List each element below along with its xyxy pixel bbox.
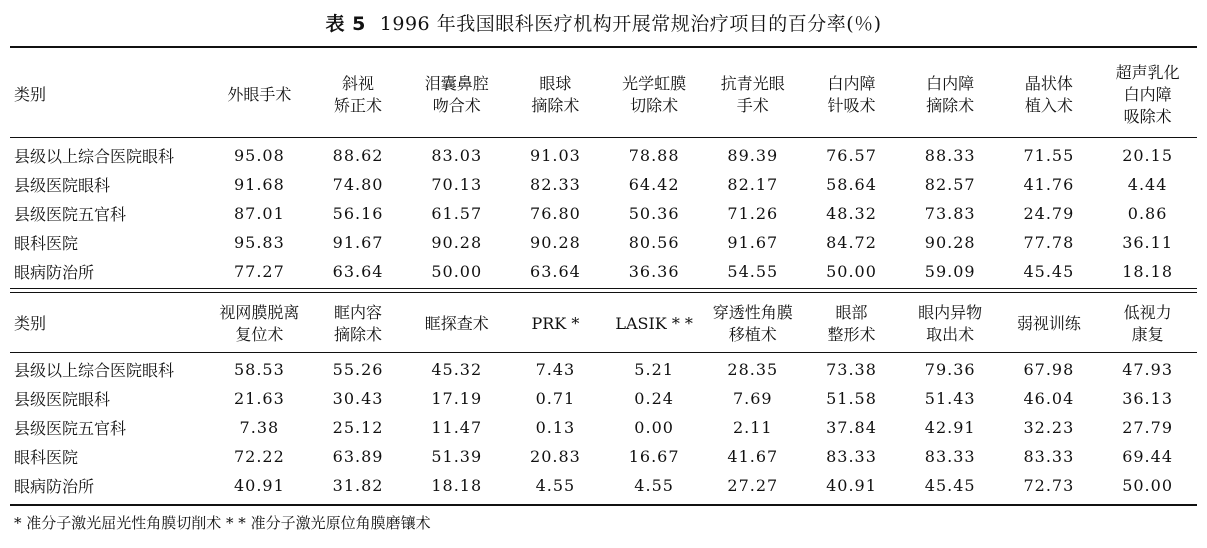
percentage-cell: 58.64 <box>826 175 877 194</box>
percentage-cell: 95.08 <box>233 146 285 165</box>
percentage-cell: 72.73 <box>1023 476 1075 495</box>
table-title <box>0 9 1207 36</box>
percentage-cell: 2.11 <box>732 418 773 437</box>
header-line: 超声乳化 <box>1115 63 1180 82</box>
header-line: 植入术 <box>1024 96 1073 115</box>
percentage-cell: 7.38 <box>239 418 280 437</box>
header-line: 白内障 <box>926 74 975 93</box>
header-line: 矫正术 <box>334 96 383 115</box>
percentage-cell: 58.53 <box>233 360 285 379</box>
percentage-cell: 78.88 <box>628 146 680 165</box>
percentage-cell: 76.57 <box>826 146 877 165</box>
percentage-cell: 71.55 <box>1023 146 1075 165</box>
percentage-cell: 20.15 <box>1122 146 1173 165</box>
percentage-cell: 45.45 <box>924 476 976 495</box>
table1-column-header <box>802 56 901 134</box>
percentage-cell: 32.23 <box>1023 418 1075 437</box>
table1-column-header <box>309 56 408 134</box>
percentage-cell: 73.83 <box>924 204 976 223</box>
header-line: 弱视训练 <box>1016 314 1081 333</box>
percentage-cell: 0.00 <box>634 418 674 437</box>
percentage-cell: 82.33 <box>530 175 581 194</box>
percentage-cell: 88.62 <box>332 146 384 165</box>
percentage-cell: 63.64 <box>530 262 581 281</box>
bottom-rule <box>10 504 1197 506</box>
percentage-cell: 71.26 <box>727 204 779 223</box>
percentage-cell: 45.45 <box>1023 262 1075 281</box>
percentage-cell: 4.55 <box>535 476 576 495</box>
table2-body <box>10 355 1197 500</box>
percentage-cell: 42.91 <box>924 418 976 437</box>
percentage-cell: 91.67 <box>727 233 779 252</box>
percentage-cell: 37.84 <box>826 418 877 437</box>
percentage-cell: 91.03 <box>530 146 581 165</box>
percentage-cell: 64.42 <box>628 175 680 194</box>
table-number: 表 5 <box>325 13 366 35</box>
percentage-cell: 40.91 <box>233 476 285 495</box>
percentage-cell: 84.72 <box>826 233 877 252</box>
percentage-cell: 4.55 <box>634 476 674 495</box>
header-line: 白内障 <box>1123 85 1172 104</box>
header-line: 康复 <box>1131 325 1164 344</box>
header-rule-1 <box>10 137 1197 138</box>
header-line: 眶探查术 <box>424 314 489 333</box>
header-line: 眼内异物 <box>918 303 983 322</box>
row-category: 眼科医院 <box>14 234 79 253</box>
header-line: PRK * <box>531 314 580 333</box>
header-line: 视网膜脱离 <box>219 303 300 322</box>
header-line: 取出术 <box>926 325 975 344</box>
percentage-cell: 87.01 <box>233 204 285 223</box>
percentage-cell: 89.39 <box>727 146 779 165</box>
percentage-cell: 30.43 <box>332 389 384 408</box>
percentage-cell: 21.63 <box>233 389 285 408</box>
table2-table-row <box>10 471 1197 500</box>
table1-body <box>10 141 1197 286</box>
percentage-cell: 90.28 <box>431 233 483 252</box>
percentage-cell: 88.33 <box>924 146 976 165</box>
percentage-cell: 63.64 <box>332 262 384 281</box>
header-line: 眼球 <box>539 74 572 93</box>
header-line: 手术 <box>736 96 769 115</box>
header-line: 摘除术 <box>926 96 975 115</box>
header-line: 摘除术 <box>531 96 580 115</box>
header-line: 晶状体 <box>1024 74 1073 93</box>
table1-table-row <box>10 170 1197 199</box>
percentage-cell: 7.43 <box>535 360 576 379</box>
percentage-cell: 83.33 <box>1023 447 1075 466</box>
header-line: 光学虹膜 <box>622 74 687 93</box>
table2-header <box>10 298 1197 350</box>
percentage-cell: 0.86 <box>1127 204 1168 223</box>
table1-table-row <box>10 257 1197 286</box>
percentage-cell: 79.36 <box>924 360 976 379</box>
header-line: 眼部 <box>835 303 868 322</box>
percentage-cell: 0.71 <box>535 389 576 408</box>
percentage-cell: 4.44 <box>1127 175 1168 194</box>
header-line: 摘除术 <box>334 325 383 344</box>
table2-column-header <box>210 298 309 350</box>
percentage-cell: 70.13 <box>431 175 483 194</box>
row-category: 县级医院眼科 <box>14 176 111 195</box>
percentage-cell: 56.16 <box>332 204 384 223</box>
percentage-cell: 18.18 <box>1122 262 1173 281</box>
percentage-cell: 83.03 <box>431 146 483 165</box>
table2-header-category <box>10 298 210 350</box>
footnote: * 准分子激光屈光性角膜切削术 * * 准分子激光原位角膜磨镶术 <box>14 514 431 532</box>
percentage-cell: 31.82 <box>332 476 384 495</box>
header-line: 针吸术 <box>827 96 876 115</box>
percentage-cell: 83.33 <box>924 447 976 466</box>
percentage-cell: 61.57 <box>431 204 483 223</box>
table1-table-row <box>10 141 1197 170</box>
table1-column-header <box>901 56 1000 134</box>
percentage-cell: 72.22 <box>233 447 285 466</box>
percentage-cell: 45.32 <box>431 360 483 379</box>
header-line: 斜视 <box>342 74 375 93</box>
percentage-cell: 0.24 <box>634 389 674 408</box>
section-double-rule-b <box>10 292 1197 293</box>
table2-column-header <box>309 298 408 350</box>
top-rule <box>10 46 1197 48</box>
header-line: 移植术 <box>728 325 777 344</box>
percentage-cell: 51.39 <box>431 447 483 466</box>
table1-header-category <box>10 56 210 134</box>
percentage-cell: 7.69 <box>732 389 773 408</box>
percentage-cell: 95.83 <box>233 233 285 252</box>
percentage-cell: 50.00 <box>431 262 483 281</box>
percentage-cell: 48.32 <box>826 204 877 223</box>
percentage-cell: 5.21 <box>634 360 674 379</box>
percentage-cell: 50.00 <box>826 262 877 281</box>
table1-column-header <box>506 56 605 134</box>
header-line: 泪囊鼻腔 <box>424 74 489 93</box>
table2-column-header <box>1000 298 1099 350</box>
percentage-cell: 46.04 <box>1023 389 1075 408</box>
row-category: 县级以上综合医院眼科 <box>14 147 175 166</box>
row-category: 县级医院眼科 <box>14 390 111 409</box>
percentage-cell: 27.27 <box>727 476 779 495</box>
percentage-cell: 91.68 <box>233 175 285 194</box>
percentage-cell: 90.28 <box>530 233 581 252</box>
percentage-cell: 82.57 <box>924 175 976 194</box>
percentage-cell: 54.55 <box>727 262 779 281</box>
percentage-cell: 63.89 <box>332 447 384 466</box>
percentage-cell: 36.11 <box>1122 233 1173 252</box>
percentage-cell: 27.79 <box>1122 418 1173 437</box>
table1-column-header <box>1000 56 1099 134</box>
percentage-cell: 40.91 <box>826 476 877 495</box>
table1-column-header <box>605 56 704 134</box>
percentage-cell: 36.36 <box>628 262 680 281</box>
percentage-cell: 51.43 <box>924 389 976 408</box>
table1-column-header <box>210 56 309 134</box>
header-line: LASIK * * <box>615 314 693 333</box>
percentage-cell: 77.27 <box>233 262 285 281</box>
header-line: 吻合术 <box>432 96 481 115</box>
percentage-cell: 50.36 <box>628 204 680 223</box>
header-line: 眶内容 <box>334 303 383 322</box>
percentage-cell: 74.80 <box>332 175 384 194</box>
percentage-cell: 16.67 <box>628 447 680 466</box>
table1-column-header <box>703 56 802 134</box>
table2-column-header <box>506 298 605 350</box>
header-line: 穿透性角膜 <box>712 303 793 322</box>
percentage-cell: 25.12 <box>332 418 384 437</box>
percentage-cell: 83.33 <box>826 447 877 466</box>
percentage-cell: 24.79 <box>1023 204 1075 223</box>
header-line: 白内障 <box>827 74 876 93</box>
table1-table-row <box>10 199 1197 228</box>
percentage-cell: 11.47 <box>431 418 483 437</box>
header-line: 复位术 <box>235 325 284 344</box>
table2-table-row <box>10 384 1197 413</box>
table2-column-header <box>802 298 901 350</box>
percentage-cell: 67.98 <box>1023 360 1075 379</box>
header-line: 切除术 <box>630 96 679 115</box>
table1-header <box>10 56 1197 134</box>
table2-column-header <box>605 298 704 350</box>
header-rule-2 <box>10 352 1197 353</box>
percentage-cell: 80.56 <box>628 233 680 252</box>
percentage-cell: 36.13 <box>1122 389 1173 408</box>
percentage-cell: 20.83 <box>530 447 581 466</box>
table2-column-header <box>1098 298 1197 350</box>
table2-column-header <box>407 298 506 350</box>
header-line: 抗青光眼 <box>720 74 785 93</box>
header-line: 外眼手术 <box>227 85 292 104</box>
percentage-cell: 41.67 <box>727 447 779 466</box>
table2-table-row <box>10 355 1197 384</box>
percentage-cell: 90.28 <box>924 233 976 252</box>
percentage-cell: 51.58 <box>826 389 877 408</box>
header-line: 低视力 <box>1123 303 1172 322</box>
percentage-cell: 69.44 <box>1122 447 1173 466</box>
table2-column-header <box>703 298 802 350</box>
percentage-cell: 18.18 <box>431 476 483 495</box>
percentage-cell: 77.78 <box>1023 233 1075 252</box>
table2-table-row <box>10 413 1197 442</box>
percentage-cell: 91.67 <box>332 233 384 252</box>
header-line: 吸除术 <box>1123 107 1172 126</box>
header-line: 类别 <box>14 85 47 104</box>
table2-table-row <box>10 442 1197 471</box>
table1-column-header <box>407 56 506 134</box>
percentage-cell: 47.93 <box>1122 360 1173 379</box>
percentage-cell: 73.38 <box>826 360 877 379</box>
row-category: 眼病防治所 <box>14 263 95 282</box>
percentage-cell: 59.09 <box>924 262 976 281</box>
section-double-rule-a <box>10 288 1197 289</box>
table-caption: 1996 年我国眼科医疗机构开展常规治疗项目的百分率(％) <box>379 13 882 35</box>
row-category: 县级医院五官科 <box>14 419 127 438</box>
percentage-cell: 28.35 <box>727 360 779 379</box>
table1-column-header <box>1098 56 1197 134</box>
row-category: 眼科医院 <box>14 448 79 467</box>
percentage-cell: 82.17 <box>727 175 779 194</box>
percentage-cell: 0.13 <box>535 418 576 437</box>
row-category: 县级医院五官科 <box>14 205 127 224</box>
table1-table-row <box>10 228 1197 257</box>
header-line: 类别 <box>14 314 47 333</box>
percentage-cell: 41.76 <box>1023 175 1075 194</box>
percentage-cell: 55.26 <box>332 360 384 379</box>
percentage-cell: 76.80 <box>530 204 581 223</box>
percentage-cell: 17.19 <box>431 389 483 408</box>
table2-column-header <box>901 298 1000 350</box>
row-category: 眼病防治所 <box>14 477 95 496</box>
header-line: 整形术 <box>827 325 876 344</box>
row-category: 县级以上综合医院眼科 <box>14 361 175 380</box>
percentage-cell: 50.00 <box>1122 476 1173 495</box>
